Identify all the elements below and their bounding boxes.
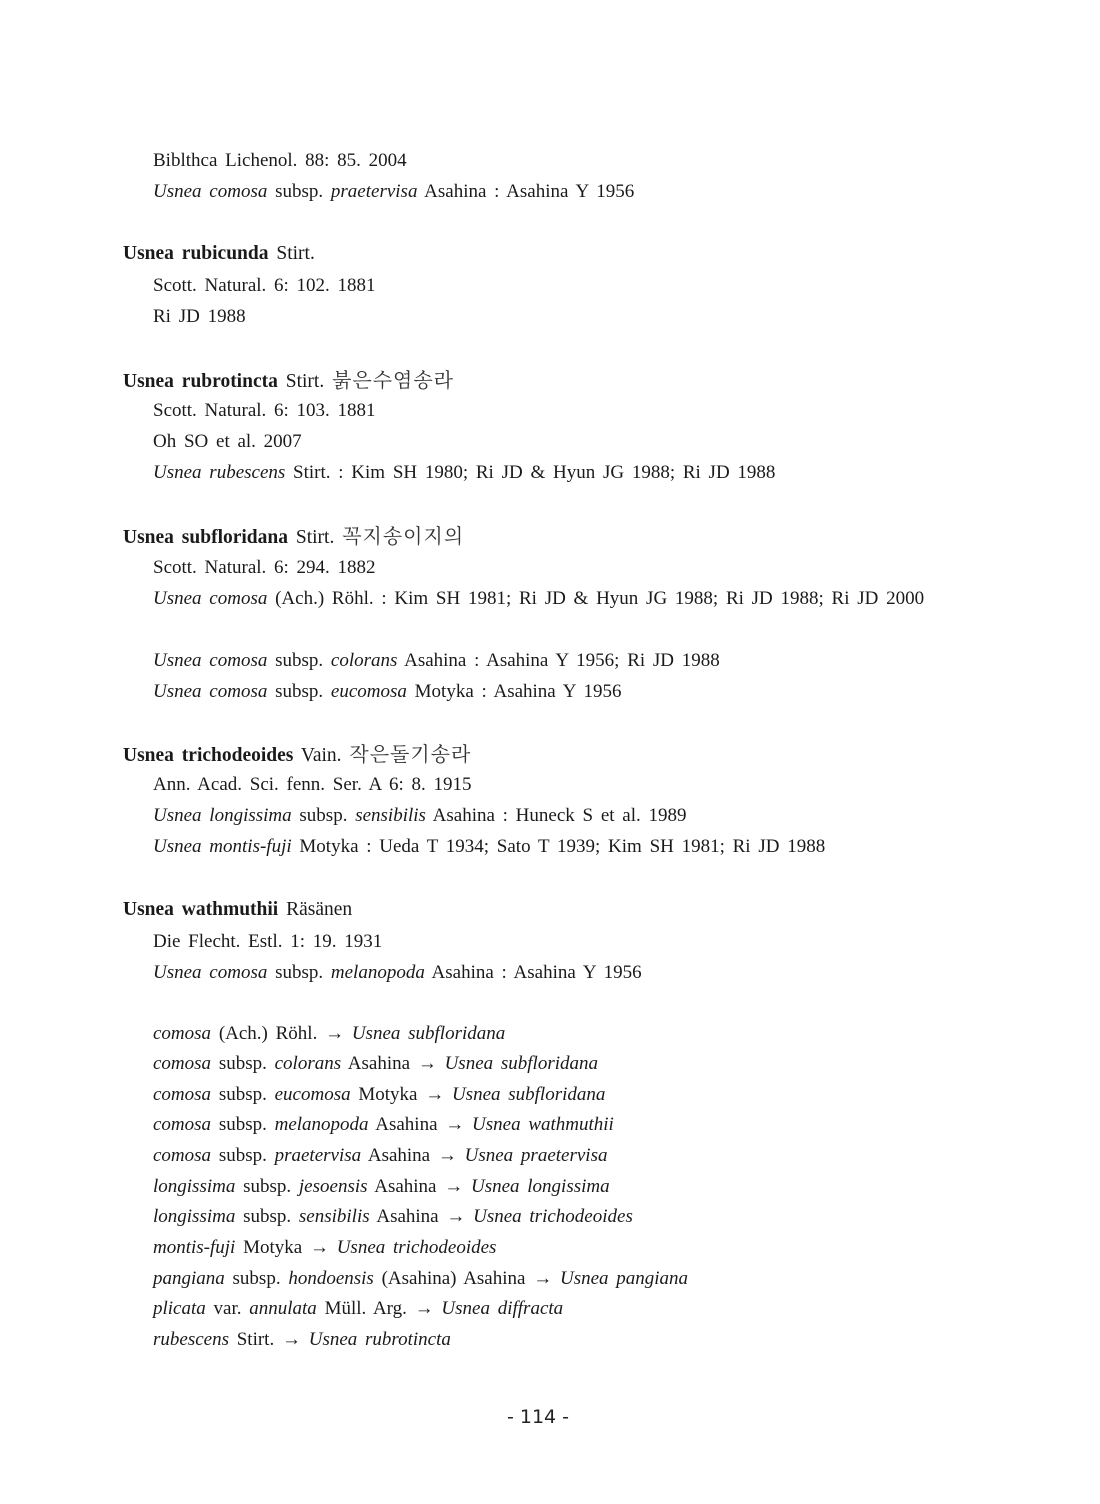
- species-name: Usnea subfloridana: [123, 527, 288, 548]
- italic-name: praetervisa: [330, 181, 418, 202]
- text-segment: Müll. Arg. →: [316, 1298, 442, 1319]
- italic-name: colorans: [274, 1053, 342, 1074]
- text-segment: Asahina →: [341, 1053, 445, 1074]
- italic-name: jesoensis: [298, 1176, 368, 1197]
- italic-name: longissima: [153, 1176, 236, 1197]
- korean-name: 작은돌기송라: [349, 742, 472, 766]
- text-segment: var.: [205, 1298, 250, 1319]
- italic-name: pangiana: [153, 1268, 225, 1289]
- entry-line: [153, 462, 775, 484]
- text-segment: subsp.: [224, 1268, 289, 1289]
- entry-line: [153, 1268, 688, 1290]
- text-segment: subsp.: [211, 1084, 275, 1105]
- text-segment: Asahina : Asahina Y 1956; Ri JD 1988: [397, 650, 720, 671]
- italic-name: comosa: [153, 1053, 212, 1074]
- italic-name: Usnea montis-fuji: [153, 836, 292, 857]
- text-segment: Asahina : Asahina Y 1956: [424, 962, 642, 983]
- italic-name: comosa: [153, 1084, 212, 1105]
- entry-line: [153, 1298, 563, 1320]
- italic-name: melanopoda: [274, 1114, 369, 1135]
- text-segment: Motyka : Ueda T 1934; Sato T 1939; Kim SH 1981; Ri JD 1988: [291, 836, 826, 857]
- korean-name: 붉은수염송라: [332, 368, 454, 392]
- text-segment: subsp.: [267, 681, 331, 702]
- italic-name: sensibilis: [355, 805, 426, 826]
- text-segment: Ri JD 1988: [153, 306, 246, 327]
- text-segment: subsp.: [291, 805, 356, 826]
- italic-name: Usnea pangiana: [559, 1268, 689, 1289]
- text-segment: Asahina →: [367, 1176, 471, 1197]
- entry-line: [153, 557, 376, 579]
- text-segment: Ann. Acad. Sci. fenn. Ser. A 6: 8. 1915: [153, 774, 472, 795]
- species-heading: [123, 525, 464, 549]
- text-segment: Oh SO et al. 2007: [153, 431, 302, 452]
- entry-line: [153, 1023, 505, 1045]
- italic-name: Usnea subfloridana: [451, 1084, 606, 1105]
- species-heading: [123, 743, 471, 767]
- text-segment: Scott. Natural. 6: 103. 1881: [153, 400, 376, 421]
- entry-line: [153, 1084, 605, 1106]
- text-segment: Vain.: [293, 745, 350, 766]
- text-segment: (Asahina) Asahina →: [373, 1268, 560, 1289]
- entry-line: [153, 306, 246, 328]
- text-segment: subsp.: [211, 1145, 275, 1166]
- italic-name: Usnea comosa: [153, 181, 268, 202]
- italic-name: comosa: [153, 1145, 212, 1166]
- species-heading: [123, 369, 454, 393]
- text-segment: Biblthca Lichenol. 88: 85. 2004: [153, 150, 407, 171]
- entry-line: [153, 1145, 607, 1167]
- entry-line: [153, 1237, 496, 1259]
- entry-line: [153, 1176, 610, 1198]
- species-name: Usnea rubrotincta: [123, 371, 278, 392]
- text-segment: subsp.: [211, 1114, 275, 1135]
- italic-name: Usnea praetervisa: [464, 1145, 608, 1166]
- entry-line: [153, 400, 376, 422]
- italic-name: Usnea subfloridana: [444, 1053, 599, 1074]
- italic-name: Usnea longissima: [153, 805, 292, 826]
- entry-line: [153, 1206, 633, 1228]
- italic-name: Usnea wathmuthii: [472, 1114, 614, 1135]
- entry-line: [153, 805, 687, 827]
- entry-line: [153, 1114, 614, 1136]
- text-segment: Asahina →: [361, 1145, 465, 1166]
- italic-name: longissima: [153, 1206, 236, 1227]
- italic-name: rubescens: [153, 1329, 229, 1350]
- entry-line: [153, 150, 407, 172]
- text-segment: Scott. Natural. 6: 102. 1881: [153, 275, 376, 296]
- italic-name: Usnea rubescens: [153, 462, 286, 483]
- italic-name: Usnea comosa: [153, 650, 268, 671]
- species-name: Usnea trichodeoides: [123, 745, 294, 766]
- text-segment: subsp.: [267, 181, 331, 202]
- text-segment: Motyka →: [235, 1237, 337, 1258]
- text-segment: subsp.: [267, 962, 331, 983]
- entry-line: [153, 836, 825, 858]
- text-segment: subsp.: [235, 1176, 299, 1197]
- entry-line: [153, 681, 622, 703]
- italic-name: Usnea trichodeoides: [336, 1237, 497, 1258]
- text-segment: Asahina : Huneck S et al. 1989: [425, 805, 687, 826]
- entry-line: [153, 650, 720, 672]
- italic-name: Usnea comosa: [153, 962, 268, 983]
- italic-name: Usnea diffracta: [441, 1298, 564, 1319]
- italic-name: Usnea rubrotincta: [308, 1329, 451, 1350]
- entry-line: [153, 774, 471, 796]
- entry-line: [153, 584, 958, 615]
- italic-name: Usnea longissima: [470, 1176, 610, 1197]
- italic-name: colorans: [330, 650, 398, 671]
- text-segment: Räsänen: [278, 899, 353, 920]
- text-segment: Stirt.: [277, 371, 333, 392]
- italic-name: montis-fuji: [153, 1237, 236, 1258]
- text-segment: Stirt. →: [228, 1329, 309, 1350]
- text-segment: subsp.: [235, 1206, 299, 1227]
- italic-name: eucomosa: [330, 681, 407, 702]
- text-segment: Stirt.: [268, 243, 315, 264]
- text-segment: (Ach.) Röhl. →: [211, 1023, 352, 1044]
- text-segment: Motyka : Asahina Y 1956: [406, 681, 622, 702]
- text-segment: Asahina : Asahina Y 1956: [417, 181, 635, 202]
- italic-name: comosa: [153, 1114, 212, 1135]
- italic-name: melanopoda: [330, 962, 425, 983]
- italic-name: annulata: [249, 1298, 317, 1319]
- species-heading: [123, 243, 315, 265]
- italic-name: Usnea comosa: [153, 588, 268, 609]
- italic-name: comosa: [153, 1023, 212, 1044]
- italic-name: praetervisa: [274, 1145, 362, 1166]
- korean-name: 꼭지송이지의: [342, 524, 465, 548]
- entry-line: [153, 431, 302, 453]
- species-name: Usnea wathmuthii: [123, 899, 279, 920]
- italic-name: sensibilis: [298, 1206, 370, 1227]
- text-segment: subsp.: [267, 650, 331, 671]
- text-segment: Motyka →: [350, 1084, 452, 1105]
- entry-line: [153, 275, 376, 297]
- text-segment: subsp.: [211, 1053, 275, 1074]
- entry-line: [153, 181, 634, 203]
- entry-line: [153, 931, 382, 953]
- italic-name: eucomosa: [274, 1084, 351, 1105]
- entry-line: [153, 1329, 451, 1351]
- text-segment: Asahina →: [368, 1114, 473, 1135]
- species-heading: [123, 899, 352, 921]
- italic-name: plicata: [153, 1298, 206, 1319]
- text-segment: Die Flecht. Estl. 1: 19. 1931: [153, 931, 383, 952]
- italic-name: hondoensis: [288, 1268, 374, 1289]
- entry-line: [153, 962, 642, 984]
- text-segment: Stirt.: [288, 527, 343, 548]
- italic-name: Usnea subfloridana: [351, 1023, 506, 1044]
- species-name: Usnea rubicunda: [123, 243, 269, 264]
- text-segment: Stirt. : Kim SH 1980; Ri JD & Hyun JG 1988; Ri JD 1988: [285, 462, 776, 483]
- text-segment: Asahina →: [369, 1206, 474, 1227]
- text-segment: Scott. Natural. 6: 294. 1882: [153, 557, 376, 578]
- text-segment: (Ach.) Röhl. : Kim SH 1981; Ri JD & Hyun JG 1988; Ri JD 1988; Ri JD 2000: [267, 588, 925, 609]
- italic-name: Usnea comosa: [153, 681, 268, 702]
- entry-line: [153, 1053, 598, 1075]
- page-number: - 114 -: [506, 1406, 570, 1428]
- italic-name: Usnea trichodeoides: [473, 1206, 633, 1227]
